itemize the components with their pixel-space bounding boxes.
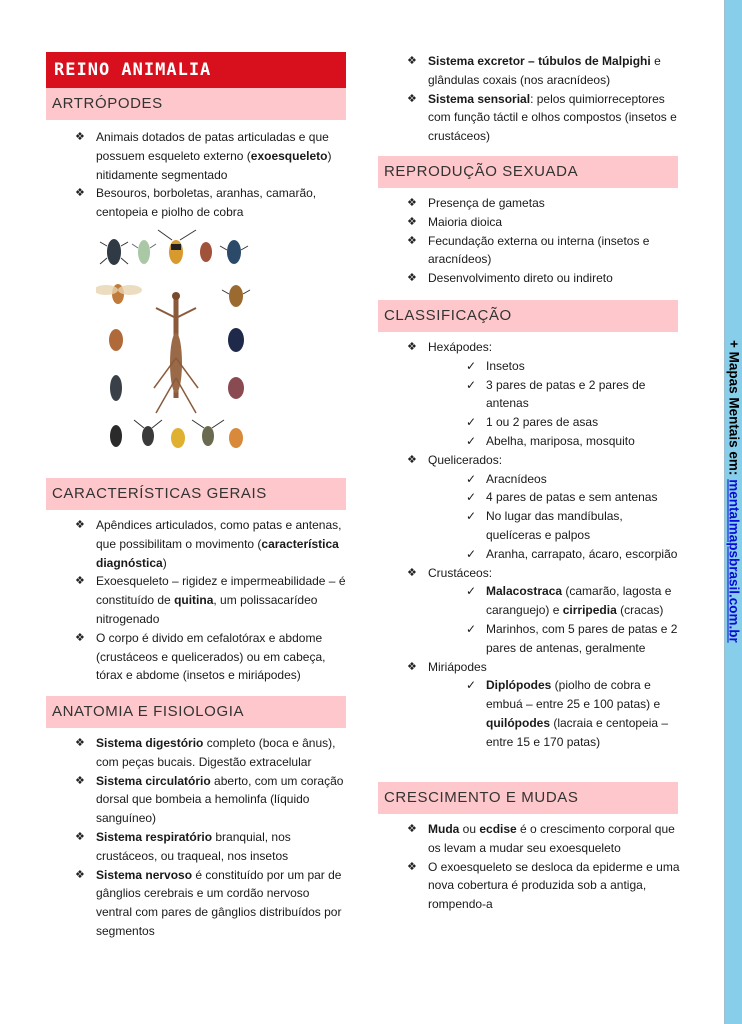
website-link[interactable]: mentalmapsbrasil.com.br — [726, 479, 742, 643]
beetle-icon — [110, 375, 122, 401]
diamond-bullet-icon: ❖ — [75, 868, 85, 881]
heading-reproducao: REPRODUÇÃO SEXUADA — [378, 156, 678, 188]
group-crustaceos: ❖ Crustáceos: ✓ Malacostraca (camarão, lagosta e caranguejo) e cirripedia (cracas) ✓ Marinhos, com 5 pares de patas e 2 pares de antenas, geralmente — [404, 564, 680, 658]
checkmark-icon: ✓ — [466, 509, 477, 524]
list-item: ❖ Animais dotados de patas articuladas e que possuem esqueleto externo (exoesqueleto) nitidamente segmentado — [75, 130, 332, 182]
list-item: ❖ Sistema excretor – túbulos de Malpighi e glândulas coxais (nos aracnídeos) — [407, 54, 661, 87]
checkmark-icon: ✓ — [466, 584, 477, 599]
checkmark-icon: ✓ — [466, 377, 477, 392]
diamond-bullet-icon: ❖ — [75, 575, 85, 588]
group-hexapodes: ❖ Hexápodes: ✓ Insetos ✓ 3 pares de patas e 2 pares de antenas ✓ 1 ou 2 pares de asas ✓ Abelha, mariposa, mosquito — [404, 338, 680, 451]
checkmark-icon: ✓ — [466, 678, 477, 693]
list-item: ❖ Exoesqueleto – rigidez e impermeabilidade – é constituído de quitina, um polissacarídeo nitrogenado — [75, 574, 346, 626]
page-title: REINO ANIMALIA — [46, 52, 346, 88]
list-item: ❖ Desenvolvimento direto ou indireto — [404, 269, 680, 288]
sublist-item: ✓ Insetos — [404, 357, 680, 376]
diamond-bullet-icon: ❖ — [407, 566, 417, 579]
beetle-icon — [100, 239, 128, 265]
checkmark-icon: ✓ — [466, 546, 477, 561]
checkmark-icon: ✓ — [466, 471, 477, 486]
checkmark-icon: ✓ — [466, 415, 477, 430]
mantis-icon — [154, 292, 198, 413]
checkmark-icon: ✓ — [466, 433, 477, 448]
heading-artropodes: ARTRÓPODES — [46, 88, 346, 120]
sublist-item: ✓ Aranha, carrapato, ácaro, escorpião — [404, 545, 680, 564]
diamond-bullet-icon: ❖ — [407, 215, 417, 228]
diamond-bullet-icon: ❖ — [407, 197, 417, 209]
list-item: ❖ Sistema circulatório aberto, com um coração dorsal que bombeia a hemolinfa (líquido sanguíneo) — [75, 773, 344, 826]
checkmark-icon: ✓ — [466, 358, 477, 373]
diamond-bullet-icon: ❖ — [75, 774, 85, 787]
sublist-item: ✓ 4 pares de patas e sem antenas — [404, 488, 680, 507]
sublist-item: ✓ Malacostraca (camarão, lagosta e caranguejo) e cirripedia (cracas) — [466, 584, 672, 618]
diamond-bullet-icon: ❖ — [407, 453, 417, 466]
list-item: ❖ Sistema nervoso é constituído por um par de gânglios cerebrais e um cordão nervoso ventral com pares de gânglios distribuídos por segmentos — [75, 867, 342, 938]
list-anatomia — [72, 734, 348, 941]
insects-illustration — [96, 228, 256, 460]
sublist — [404, 357, 680, 451]
checkmark-icon: ✓ — [466, 621, 477, 636]
list-anatomia-continued — [404, 52, 680, 146]
diamond-bullet-icon: ❖ — [407, 860, 417, 873]
beetle-icon — [228, 328, 244, 352]
insects-svg — [96, 228, 256, 460]
diamond-bullet-icon: ❖ — [75, 631, 85, 644]
sublist — [404, 582, 680, 657]
heading-anatomia: ANATOMIA E FISIOLOGIA — [46, 696, 346, 728]
heading-caracteristicas: CARACTERÍSTICAS GERAIS — [46, 478, 346, 510]
beetle-icon — [134, 420, 162, 446]
diamond-bullet-icon: ❖ — [407, 272, 417, 285]
heading-crescimento: CRESCIMENTO E MUDAS — [378, 782, 678, 814]
group-quelicerados: ❖ Quelicerados: ✓ Aracnídeos ✓ 4 pares de patas e sem antenas ✓ No lugar das mandíbulas, quelíceras e palpos ✓ Aranha, carrapato, ácaro, escorpião — [404, 451, 680, 564]
list-item: ❖ O corpo é divido em cefalotórax e abdome (crustáceos e quelicerados) ou em cabeça, tórax e abdome (insetos e miriápodes) — [75, 630, 326, 683]
beetle-icon — [171, 428, 185, 448]
beetle-icon — [132, 240, 156, 264]
list-reproducao — [404, 194, 680, 288]
diamond-bullet-icon: ❖ — [407, 341, 417, 353]
list-item: ❖ Maioria dioica — [404, 213, 680, 232]
diamond-bullet-icon: ❖ — [75, 737, 85, 749]
sublist — [404, 470, 680, 564]
fly-icon — [96, 284, 142, 304]
beetle-icon — [220, 240, 248, 264]
beetle-icon — [222, 285, 250, 307]
sidebar-prefix: + Mapas Mentais em: — [726, 340, 742, 480]
list-crescimento — [404, 820, 680, 914]
diamond-bullet-icon: ❖ — [407, 823, 417, 835]
list-caracteristicas — [72, 516, 348, 685]
list-item: ❖ O exoesqueleto se desloca da epiderme e uma nova cobertura é produzida sob a antiga, rompendo-a — [407, 859, 680, 912]
sublist-item: ✓ Abelha, mariposa, mosquito — [404, 432, 680, 451]
sublist — [404, 676, 680, 751]
beetle-icon — [109, 329, 123, 351]
sublist-item: ✓ 1 ou 2 pares de asas — [404, 413, 680, 432]
list-item: ❖ Presença de gametas — [404, 194, 680, 213]
list-item: ❖ Sistema respiratório branquial, nos crustáceos, ou traqueal, nos insetos — [75, 829, 291, 863]
beetle-icon — [229, 428, 243, 448]
diamond-bullet-icon: ❖ — [75, 131, 85, 143]
sidebar-text — [727, 340, 742, 643]
list-item: ❖ Muda ou ecdise é o crescimento corporal que os levam a mudar seu exoesqueleto — [407, 822, 675, 855]
diamond-bullet-icon: ❖ — [407, 234, 417, 247]
list-artropodes — [72, 128, 348, 222]
list-item: ❖ Sistema digestório completo (boca e ânus), com peças bucais. Digestão extracelular — [75, 736, 336, 769]
list-item: ❖ Apêndices articulados, como patas e antenas, que possibilitam o movimento (característica diagnóstica) — [75, 518, 342, 570]
list-item: ❖ Sistema sensorial: pelos quimiorreceptores com função táctil e olhos compostos (insetos e crustáceos) — [407, 91, 677, 144]
list-item: ❖ Besouros, borboletas, aranhas, camarão, centopeia e piolho de cobra — [75, 186, 317, 220]
checkmark-icon: ✓ — [466, 490, 477, 505]
beetle-icon — [192, 420, 224, 446]
diamond-bullet-icon: ❖ — [407, 92, 417, 105]
diamond-bullet-icon: ❖ — [75, 187, 85, 200]
diamond-bullet-icon: ❖ — [75, 519, 85, 531]
longhorn-beetle-icon — [158, 230, 196, 264]
sublist-item: ✓ Aracnídeos — [404, 470, 680, 489]
sidebar — [724, 0, 742, 1024]
group-miriapodes: ❖ Miriápodes ✓ Diplópodes (piolho de cobra e embuá – entre 25 e 100 patas) e quilópodes (lacraia e centopeia – entre 15 e 170 patas) — [404, 658, 680, 752]
list-item: ❖ Fecundação externa ou interna (insetos e aracnídeos) — [407, 233, 650, 267]
sublist-item: ✓ 3 pares de patas e 2 pares de antenas — [466, 377, 646, 411]
beetle-icon — [110, 425, 122, 447]
sublist-item: ✓ Marinhos, com 5 pares de patas e 2 pares de antenas, geralmente — [466, 621, 678, 655]
heading-classificacao: CLASSIFICAÇÃO — [378, 300, 678, 332]
diamond-bullet-icon: ❖ — [407, 55, 417, 67]
sublist-item: ✓ No lugar das mandíbulas, quelíceras e palpos — [466, 509, 623, 542]
beetle-icon — [200, 242, 212, 262]
beetle-icon — [228, 377, 244, 399]
diamond-bullet-icon: ❖ — [407, 660, 417, 673]
list-classificacao — [404, 338, 680, 752]
sublist-item: ✓ Diplópodes (piolho de cobra e embuá – entre 25 e 100 patas) e quilópodes (lacraia e centopeia – entre 15 e 170 patas) — [466, 678, 669, 749]
diamond-bullet-icon: ❖ — [75, 830, 85, 843]
